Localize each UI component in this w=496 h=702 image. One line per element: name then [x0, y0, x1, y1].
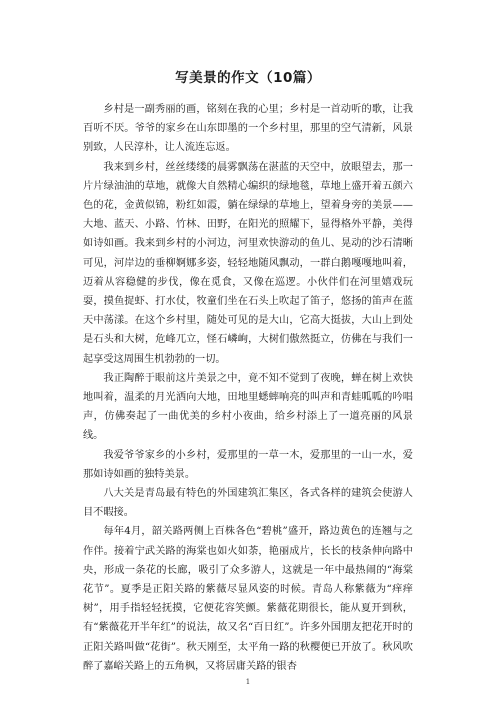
paragraph-1: 乡村是一副秀丽的画，铭刻在我的心里；乡村是一首动听的歌，让我百听不厌。爷爷的家乡在山东即墨的一个乡村里，那里的空气清新，风景别致，人民淳朴，让人流连忘返。: [83, 104, 413, 154]
paragraph-3: 我正陶醉于眼前这片美景之中，竟不知不觉到了夜晚，蝉在树上欢快地叫着，温柔的月光洒向大地，田地里蟋蟀响亮的叫声和青蛙呱呱的吟唱声，仿佛奏起了一曲优美的乡村小夜曲，给乡村添上了一道亮丽的风景线。: [83, 372, 413, 442]
paragraph-6: 每年4月，韶关路两侧上百株各色“碧桃”盛开，路边黄色的连翘与之作伴。接着宁武关路的海棠也如火如荼，艳丽成片，长长的枝条伸向路中央，形成一条花的长廊，吸引了众多游人，这就是一年中最热闹的“海棠花节”。夏季是正阳关路的紫薇尽显风姿的时候。青岛人称紫薇为“痒痒树”，用手指轻轻抚摸，它便花容笑颤。紫薇花期很长，能从夏开到秋，有“紫薇花开半年红”的说法，故又名“百日红”。许多外国朋友把花开时的正阳关路叫做“花街”。秋天刚至，太平角一路的秋樱便已开放了。秋风吹醉了嘉峪关路上的五角枫，又将居庸关路的银杏: [83, 526, 413, 672]
paragraph-5: 八大关是青岛最有特色的外国建筑汇集区，各式各样的建筑会使游人目不暇接。: [83, 488, 413, 519]
document-title: 写美景的作文（10篇）: [175, 70, 321, 86]
paragraph-4: 我爱爷爷家乡的小乡村，爱那里的一草一木，爱那里的一山一水，爱那如诗如画的独特美景。: [83, 449, 413, 480]
page-number: 1: [245, 678, 251, 686]
paragraph-2: 我来到乡村，丝丝缕缕的晨雾飘荡在湛蓝的天空中，放眼望去，那一片片绿油油的草地，就像大自然精心编织的绿地毯，草地上盛开着五颜六色的花，金黄似锦，粉红如霞，躺在绿绿的草地上，望着身旁的美景——大地、蓝天、小路、竹林、田野，在阳光的照耀下，显得格外平静，美得如诗如画。我来到乡村的小河边，河里欢快游动的鱼儿、晃动的沙石清晰可见，河岸边的垂柳婀娜多姿，轻轻地随风飘动，一群白鹅嘎嘎地叫着，迈着从容稳健的步伐，像在觅食，又像在巡逻。小伙伴们在河里嬉戏玩耍，摸鱼捉虾、打水仗，牧童们坐在石头上吹起了笛子，悠扬的笛声在蓝天中荡漾。在这个乡村里，随处可见的是大山，它高大挺拔，大山上到处是石头和大树，危峰兀立，怪石嶙峋，大树们傲然挺立，仿佛在与我们一起享受这周围生机勃勃的一切。: [83, 161, 413, 365]
